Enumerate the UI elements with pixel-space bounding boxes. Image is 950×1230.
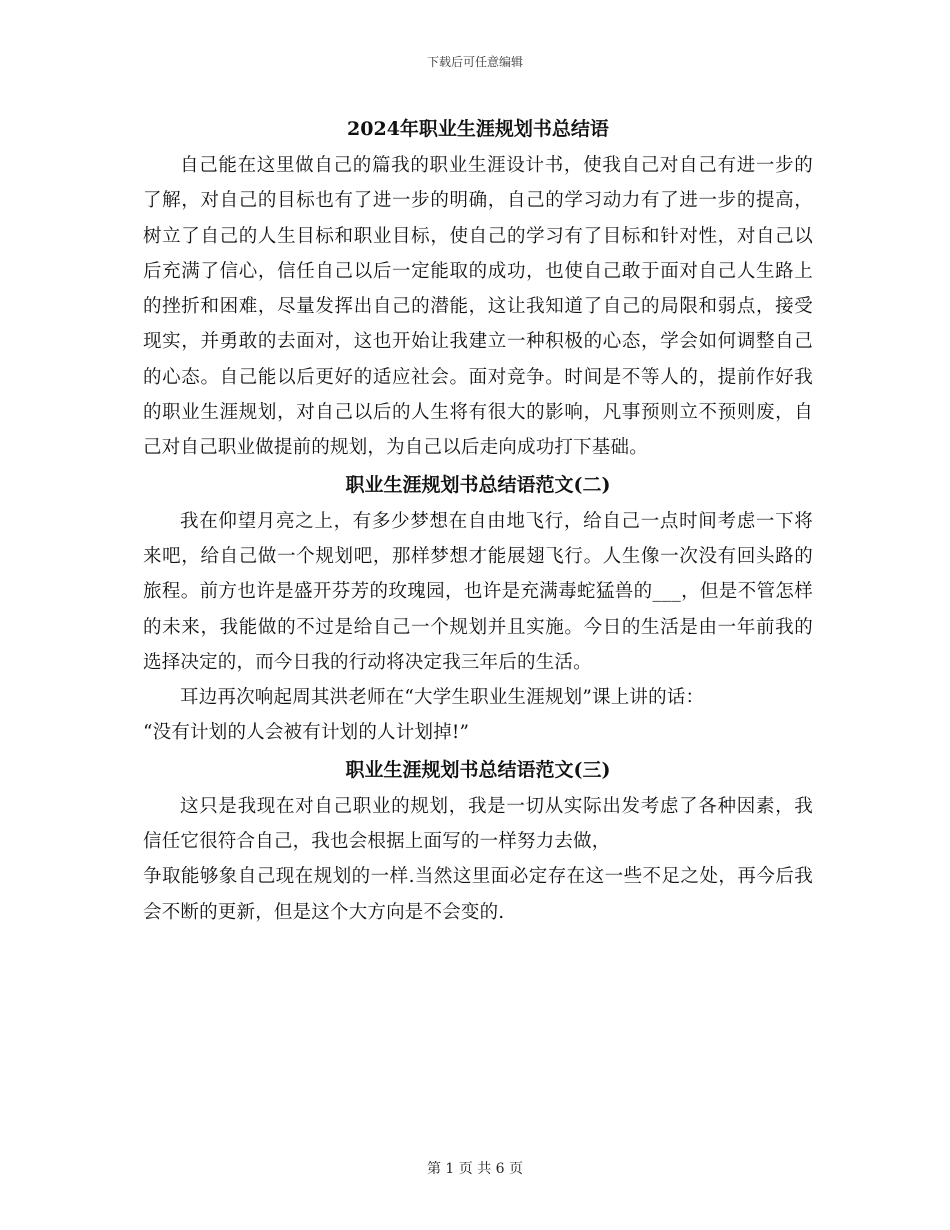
- paragraph: 我在仰望月亮之上，有多少梦想在自由地飞行，给自己一点时间考虑一下将来吧，给自己做一个规划吧，那样梦想才能展翅飞行。人生像一次没有回头路的旅程。前方也许是盛开芬芳的玫瑰园，也许是充满毒蛇猛兽的___，但是不管怎样的未来，我能做的不过是给自己一个规划并且实施。今日的生活是由一年前我的选择决定的，而今日我的行动将决定我三年后的生活。: [143, 510, 813, 673]
- paragraph: 自己能在这里做自己的篇我的职业生涯设计书，使我自己对自己有进一步的了解，对自己的目标也有了进一步的明确，自己的学习动力有了进一步的提高，树立了自己的人生目标和职业目标，使自己的学习有了目标和针对性，对自己以后充满了信心，信任自己以后一定能取的成功，也使自己敢于面对自己人生路上的挫折和困难，尽量发挥出自己的潜能，这让我知道了自己的局限和弱点，接受现实，并勇敢的去面对，这也开始让我建立一种积极的心态，学会如何调整自己的心态。自己能以后更好的适应社会。面对竞争。时间是不等人的，提前作好我的职业生涯规划，对自己以后的人生将有很大的影响，凡事预则立不预则废，自己对自己职业做提前的规划，为自己以后走向成功打下基础。: [143, 155, 813, 459]
- paragraph: 这只是我现在对自己职业的规划，我是一切从实际出发考虑了各种因素，我信任它很符合自己，我也会根据上面写的一样努力去做，: [143, 795, 813, 853]
- paragraph: 争取能够象自己现在规划的一样.当然这里面必定存在这一些不足之处，再今后我会不断的更新，但是这个大方向是不会变的.: [143, 866, 813, 923]
- document-title: 2024年职业生涯规划书总结语: [347, 118, 609, 140]
- page-number: 第 1 页 共 6 页: [426, 1161, 524, 1177]
- section-heading: 职业生涯规划书总结语范文(三): [345, 758, 611, 781]
- paragraph: 耳边再次响起周其洪老师在“大学生职业生涯规划”课上讲的话：: [180, 687, 705, 709]
- quote-line: “没有计划的人会被有计划的人计划掉!”: [143, 722, 470, 744]
- download-note: 下载后可任意编辑: [426, 55, 523, 69]
- document-body: [143, 112, 813, 930]
- section-heading: 职业生涯规划书总结语范文(二): [345, 473, 611, 496]
